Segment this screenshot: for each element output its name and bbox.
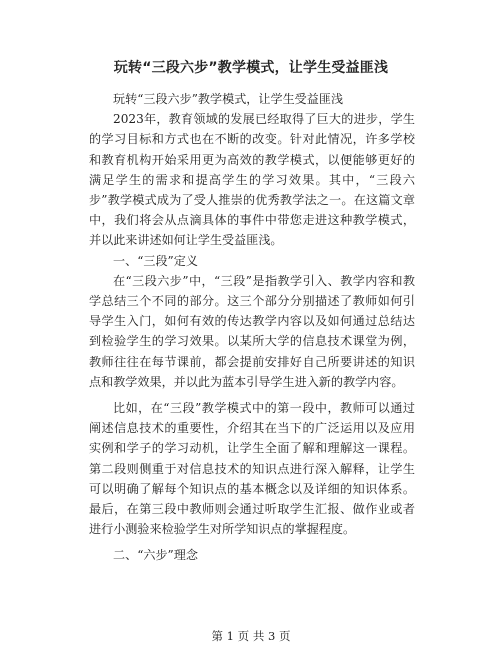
section-heading-six-steps: 二、“六步”理念 (113, 548, 198, 563)
body-paragraph-three-stages-example: 比如，在“三段”教学模式中的第一段中，教师可以通过阐述信息技术的重要性，介绍其在当下的广泛运用以及应用实例和学子的学习动机，让学生全面了解和理解这一课程。第二段则侧重于对信息技术的知识点进行深入解释，让学生可以明确了解每个知识点的基本概念以及详细的知识体系。最后，在第三段中教师则会通过听取学生汇报、做作业或者进行小测验来检验学生对所学知识点的掌握程度。 (89, 401, 415, 537)
document-body (89, 89, 415, 566)
body-paragraph-subtitle: 玩转“三段六步”教学模式，让学生受益匪浅 (113, 92, 344, 106)
section-heading-three-stages: 一、“三段”定义 (113, 253, 198, 268)
body-paragraph-three-stages-definition: 在“三段六步”中，“三段”是指教学引入、教学内容和教学总结三个不同的部分。这三个部分分别描述了教师如何引导学生入门，如何有效的传达教学内容以及如何通过总结达到检验学生的学习效果。以某所大学的信息技术课堂为例，教师往往在每节课前，都会提前安排好自己所要讲述的知识点和教学效果，并以此为蓝本引导学生进入新的教学内容。 (89, 273, 415, 389)
document-title: 玩转“三段六步”教学模式，让学生受益匪浅 (113, 60, 389, 76)
body-paragraph-intro: 2023年，教育领域的发展已经取得了巨大的进步，学生的学习目标和方式也在不断的改变。针对此情况，许多学校和教育机构开始采用更为高效的教学模式，以便能够更好的满足学生的需求和提高学生的学习效果。其中，“三段六步”教学模式成为了受人推崇的优秀教学法之一。在这篇文章中，我们将会从点滴具体的事件中带您走进这种教学模式，并以此来讲述如何让学生受益匪浅。 (89, 112, 415, 248)
page-number-footer: 第 1 页 共 3 页 (211, 629, 291, 643)
